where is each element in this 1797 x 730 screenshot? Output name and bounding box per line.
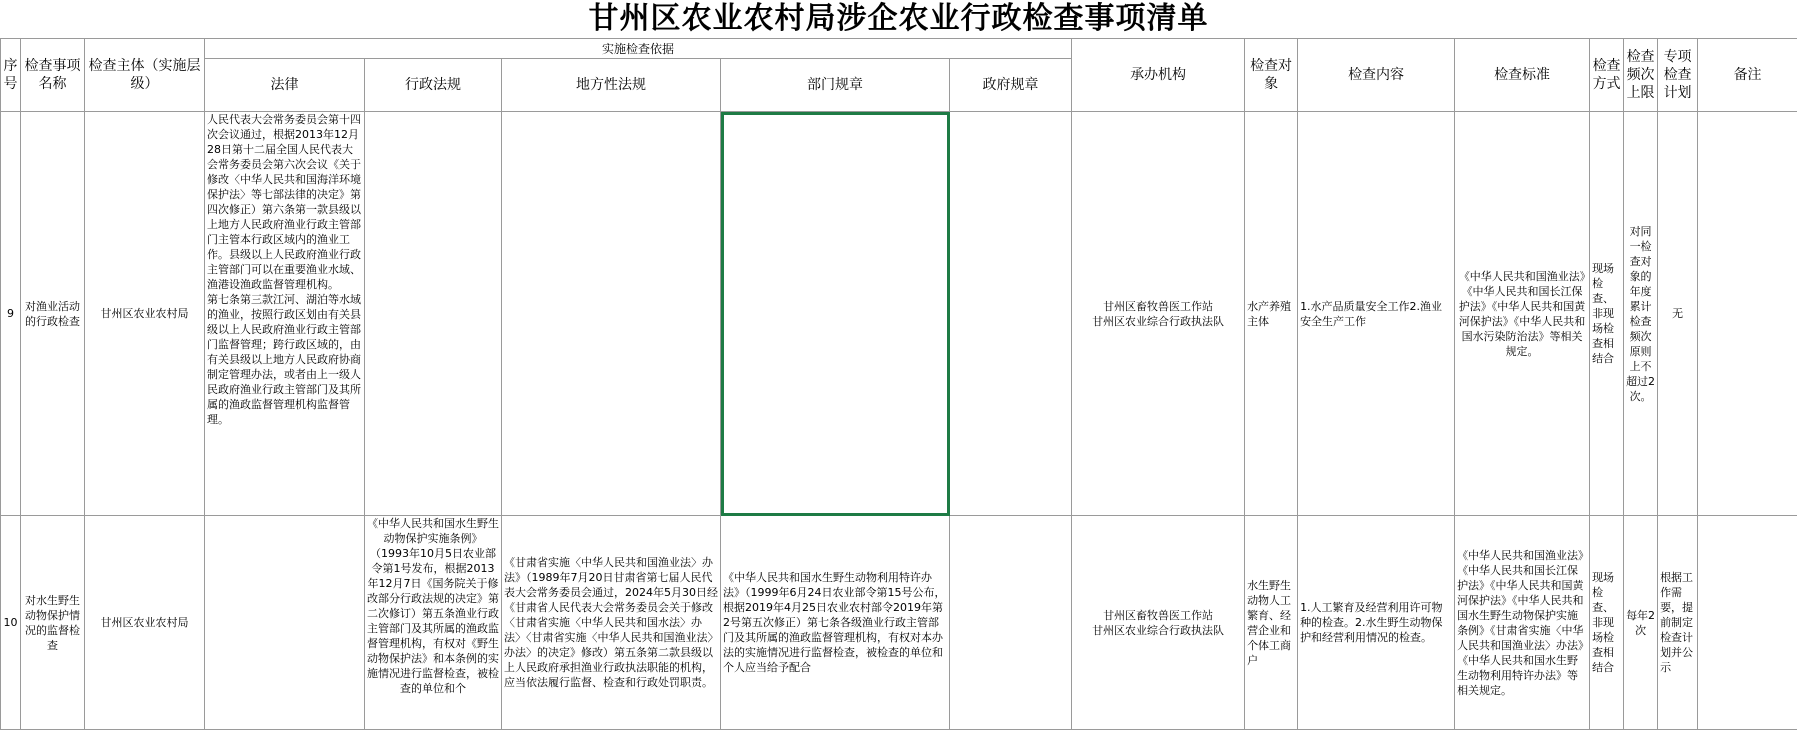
cell-dept-rule-selected[interactable] <box>721 112 950 516</box>
cell-admin-reg[interactable] <box>365 516 502 730</box>
table-row <box>1 112 1797 516</box>
cell-seq[interactable]: 9 <box>1 112 21 516</box>
cell-target[interactable]: 水产养殖主体 <box>1245 112 1298 516</box>
cell-gov-rule[interactable] <box>950 516 1072 730</box>
cell-item[interactable]: 对水生野生动物保护情况的监督检查 <box>21 516 85 730</box>
cell-remark[interactable] <box>1698 112 1797 516</box>
header-org: 承办机构 <box>1072 39 1245 112</box>
cell-freq[interactable]: 对同一检查对象的年度累计检查频次原则上不超过2次。 <box>1624 112 1658 516</box>
cell-org[interactable] <box>1072 516 1245 730</box>
cell-freq[interactable]: 每年2次 <box>1624 516 1658 730</box>
admin-reg-text: 《中华人民共和国水生野生动物保护实施条例》（1993年10月5日农业部令第1号发布，根据2013年12月7日《国务院关于修改部分行政法规的决定》第二次修订）第五条渔业行政主管部门及其所属的渔政监督管理机构，有权对《野生动物保护法》和本条例的实施情况进行监督检查，被检查的单位和个 <box>367 516 499 729</box>
table-row <box>1 516 1797 730</box>
org-line: 甘州区农业综合行政执法队 <box>1074 314 1242 329</box>
cell-org[interactable] <box>1072 112 1245 516</box>
header-item: 检查事项名称 <box>21 39 85 112</box>
org-line: 甘州区畜牧兽医工作站 <box>1074 608 1242 623</box>
header-method: 检查方式 <box>1590 39 1624 112</box>
cell-method[interactable]: 现场检查、非现场检查相结合 <box>1590 516 1624 730</box>
cell-seq[interactable]: 10 <box>1 516 21 730</box>
header-dept-rule: 部门规章 <box>721 59 950 112</box>
law-paragraph: 第七条第三款江河、湖泊等水域的渔业，按照行政区划由有关县级以上人民政府渔业行政主管部门监督管理；跨行政区域的，由有关县级以上地方人民政府协商制定管理办法，或者由上一级人民政府渔业行政主管部门及其所属的渔政监督管理机构监督管理。 <box>207 292 362 427</box>
inspection-table <box>0 38 1797 730</box>
header-subject: 检查主体（实施层级） <box>85 39 205 112</box>
cell-standard[interactable]: 《中华人民共和国渔业法》《中华人民共和国长江保护法》《中华人民共和国黄河保护法》《中华人民共和国水污染防治法》等相关规定。 <box>1455 112 1590 516</box>
cell-item[interactable]: 对渔业活动的行政检查 <box>21 112 85 516</box>
cell-standard[interactable]: 《中华人民共和国渔业法》《中华人民共和国长江保护法》《中华人民共和国黄河保护法》《中华人民共和国水生野生动物保护实施条例》《甘肃省实施〈中华人民共和国渔业法〉办法》《中华人民共和国水生野生动物利用特许办法》等相关规定。 <box>1455 516 1590 730</box>
cell-law[interactable] <box>205 112 365 516</box>
header-law: 法律 <box>205 59 365 112</box>
cell-dept-rule[interactable]: 《中华人民共和国水生野生动物利用特许办法》（1999年6月24日农业部令第15号公布，根据2019年4月25日农业农村部令2019年第2号第五次修正）第七条各级渔业行政主管部门及其所属的渔政监督管理机构，有权对本办法的实施情况进行监督检查，被检查的单位和个人应当给予配合 <box>721 516 950 730</box>
header-basis-group: 实施检查依据 <box>205 39 1072 59</box>
header-plan: 专项检查计划 <box>1658 39 1698 112</box>
cell-plan[interactable]: 根据工作需要，提前制定检查计划并公示 <box>1658 516 1698 730</box>
header-remark: 备注 <box>1698 39 1797 112</box>
cell-subject[interactable]: 甘州区农业农村局 <box>85 112 205 516</box>
header-local-reg: 地方性法规 <box>502 59 721 112</box>
header-seq: 序号 <box>1 39 21 112</box>
cell-content[interactable]: 1.人工繁育及经营利用许可物种的检查。2.水生野生动物保护和经营利用情况的检查。 <box>1298 516 1455 730</box>
cell-plan[interactable]: 无 <box>1658 112 1698 516</box>
header-target: 检查对象 <box>1245 39 1298 112</box>
cell-gov-rule[interactable] <box>950 112 1072 516</box>
cell-remark[interactable] <box>1698 516 1797 730</box>
cell-admin-reg[interactable] <box>365 112 502 516</box>
header-admin-reg: 行政法规 <box>365 59 502 112</box>
header-freq: 检查频次上限 <box>1624 39 1658 112</box>
cell-law[interactable] <box>205 516 365 730</box>
org-line: 甘州区畜牧兽医工作站 <box>1074 299 1242 314</box>
cell-local-reg[interactable]: 《甘肃省实施〈中华人民共和国渔业法〉办法》（1989年7月20日甘肃省第七届人民代表大会常务委员会通过，2024年5月30日经《甘肃省人民代表大会常务委员会关于修改〈甘肃省实施〈中华人民共和国水法〉办法〉〈甘肃省实施〈中华人民共和国渔业法〉办法〉的决定》修改）第五条第二款县级以上人民政府承担渔业行政执法职能的机构，应当依法履行监督、检查和行政处罚职责。 <box>502 516 721 730</box>
cell-local-reg[interactable] <box>502 112 721 516</box>
law-paragraph: 人民代表大会常务委员会第十四次会议通过，根据2013年12月28日第十二届全国人民代表大会常务委员会第六次会议《关于修改〈中华人民共和国海洋环境保护法〉等七部法律的决定》第四次修正）第六条第一款县级以上地方人民政府渔业行政主管部门主管本行政区域内的渔业工作。县级以上人民政府渔业行政主管部门可以在重要渔业水域、渔港设渔政监督管理机构。 <box>207 112 362 292</box>
header-standard: 检查标准 <box>1455 39 1590 112</box>
cell-target[interactable]: 水生野生动物人工繁育、经营企业和个体工商户 <box>1245 516 1298 730</box>
cell-method[interactable]: 现场检查、非现场检查相结合 <box>1590 112 1624 516</box>
cell-content[interactable]: 1.水产品质量安全工作2.渔业安全生产工作 <box>1298 112 1455 516</box>
header-gov-rule: 政府规章 <box>950 59 1072 112</box>
header-content: 检查内容 <box>1298 39 1455 112</box>
page-title: 甘州区农业农村局涉企农业行政检查事项清单 <box>0 0 1797 38</box>
org-line: 甘州区农业综合行政执法队 <box>1074 623 1242 638</box>
cell-subject[interactable]: 甘州区农业农村局 <box>85 516 205 730</box>
